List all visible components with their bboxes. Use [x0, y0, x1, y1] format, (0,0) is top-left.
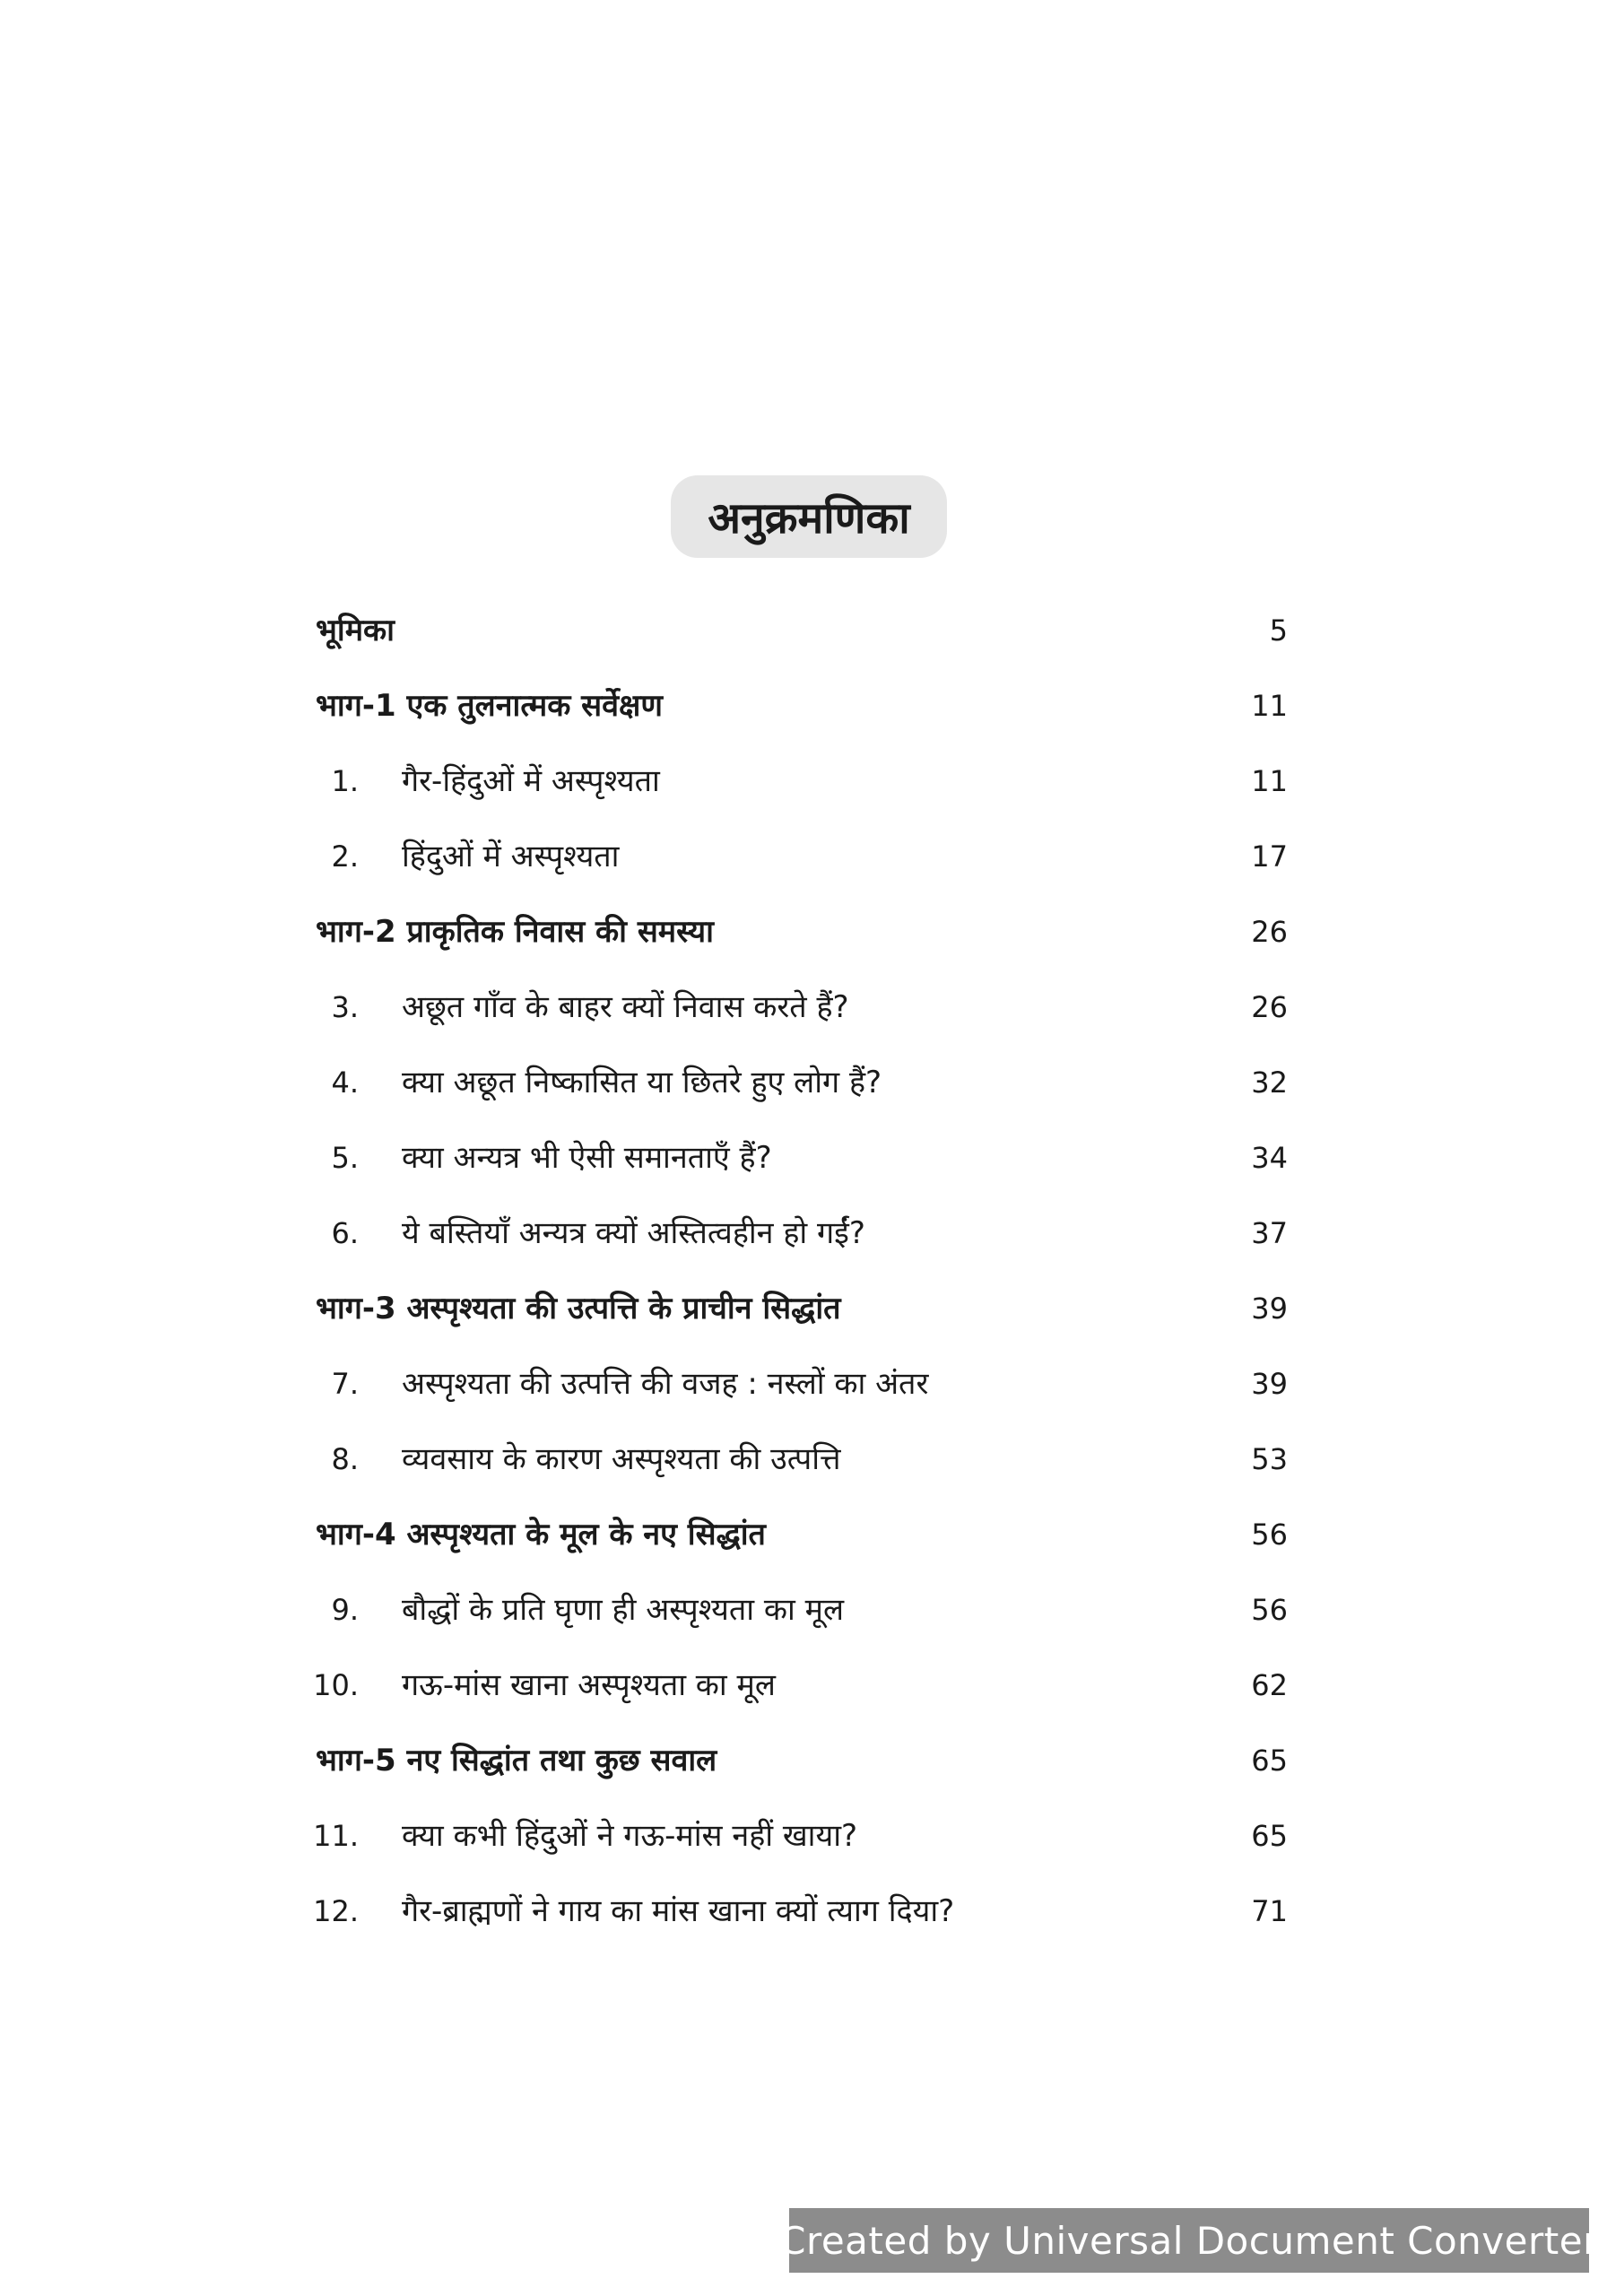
page-title: अनुक्रमणिका [708, 492, 910, 544]
toc-chapter-9 [0, 1583, 1607, 1637]
toc-chapter-3 [0, 980, 1607, 1034]
toc-chapter-number: 8. [331, 1442, 359, 1476]
toc-chapter-11 [0, 1809, 1607, 1863]
toc-chapter-8 [0, 1432, 1607, 1486]
toc-entry-page: 17 [1251, 839, 1288, 874]
toc-entry-title: गऊ-मांस खाना अस्पृश्यता का मूल [402, 1667, 776, 1703]
toc-entry-title: भाग-2 प्राकृतिक निवास की समस्या [316, 914, 714, 950]
toc-entry-page: 34 [1251, 1141, 1288, 1175]
toc-part-3 [0, 1282, 1607, 1335]
toc-entry-title: ये बस्तियाँ अन्यत्र क्यों अस्तित्वहीन हो गईं? [402, 1215, 865, 1251]
toc-entry-page: 39 [1251, 1292, 1288, 1326]
toc-entry-title: क्या अन्यत्र भी ऐसी समानताएँ हैं? [402, 1140, 772, 1176]
toc-entry-page: 56 [1251, 1518, 1288, 1552]
toc-chapter-2 [0, 830, 1607, 883]
toc-chapter-number: 12. [313, 1894, 359, 1928]
toc-chapter-1 [0, 754, 1607, 808]
toc-chapter-number: 10. [313, 1668, 359, 1702]
toc-entry-title: गैर-हिंदुओं में अस्पृश्यता [402, 763, 660, 799]
toc-part-1 [0, 679, 1607, 733]
toc-entry-title: व्यवसाय के कारण अस्पृश्यता की उत्पत्ति [402, 1441, 841, 1477]
toc-chapter-number: 11. [313, 1819, 359, 1853]
toc-chapter-7 [0, 1357, 1607, 1411]
toc-chapter-12 [0, 1884, 1607, 1938]
toc-entry-page: 39 [1251, 1367, 1288, 1401]
toc-entry-page: 11 [1251, 764, 1288, 798]
toc-entry-title: क्या अछूत निष्कासित या छितरे हुए लोग हैं? [402, 1065, 882, 1100]
toc-entry-title: हिंदुओं में अस्पृश्यता [402, 839, 620, 874]
toc-entry-page: 65 [1251, 1819, 1288, 1853]
toc-chapter-4 [0, 1056, 1607, 1109]
toc-entry-title: क्या कभी हिंदुओं ने गऊ-मांस नहीं खाया? [402, 1818, 858, 1854]
toc-entry-page: 26 [1251, 990, 1288, 1024]
toc-entry-title: भाग-1 एक तुलनात्मक सर्वेक्षण [316, 688, 663, 724]
toc-entry-page: 5 [1269, 613, 1288, 648]
toc-chapter-number: 2. [331, 839, 359, 874]
toc-entry-page: 71 [1251, 1894, 1288, 1928]
toc-entry-page: 62 [1251, 1668, 1288, 1702]
toc-entry-page: 26 [1251, 915, 1288, 949]
toc-entry-title: बौद्धों के प्रति घृणा ही अस्पृश्यता का मूल [402, 1592, 845, 1628]
watermark-banner [779, 2208, 1599, 2273]
toc-chapter-10 [0, 1658, 1607, 1712]
toc-part-5 [0, 1734, 1607, 1787]
toc-entry-title: भूमिका [316, 613, 395, 648]
toc-entry-title: गैर-ब्राह्मणों ने गाय का मांस खाना क्यों त्याग दिया? [402, 1893, 955, 1929]
toc-entry-page: 11 [1251, 689, 1288, 723]
toc-entry-page: 37 [1251, 1216, 1288, 1250]
toc-part-2 [0, 905, 1607, 959]
toc-entry-page: 56 [1251, 1593, 1288, 1627]
toc-entry-title: भाग-5 नए सिद्धांत तथा कुछ सवाल [316, 1743, 717, 1779]
toc-entry-intro [0, 604, 1607, 657]
toc-chapter-number: 3. [331, 990, 359, 1024]
toc-entry-page: 53 [1251, 1442, 1288, 1476]
toc-chapter-5 [0, 1131, 1607, 1185]
toc-entry-page: 65 [1251, 1744, 1288, 1778]
toc-entry-title: अछूत गाँव के बाहर क्यों निवास करते हैं? [402, 989, 849, 1025]
toc-chapter-number: 5. [331, 1141, 359, 1175]
toc-part-4 [0, 1508, 1607, 1561]
toc-chapter-number: 9. [331, 1593, 359, 1627]
toc-entry-title: भाग-3 अस्पृश्यता की उत्पत्ति के प्राचीन सिद्धांत [316, 1291, 841, 1326]
toc-chapter-number: 7. [331, 1367, 359, 1401]
toc-entry-title: भाग-4 अस्पृश्यता के मूल के नए सिद्धांत [316, 1517, 766, 1552]
toc-entry-title: अस्पृश्यता की उत्पत्ति की वजह : नस्लों का अंतर [402, 1366, 929, 1402]
toc-chapter-6 [0, 1206, 1607, 1260]
toc-chapter-number: 6. [331, 1216, 359, 1250]
toc-entry-page: 32 [1251, 1065, 1288, 1100]
toc-chapter-number: 4. [331, 1065, 359, 1100]
toc-chapter-number: 1. [331, 764, 359, 798]
watermark-text: Created by Universal Document Converter [779, 2218, 1599, 2263]
